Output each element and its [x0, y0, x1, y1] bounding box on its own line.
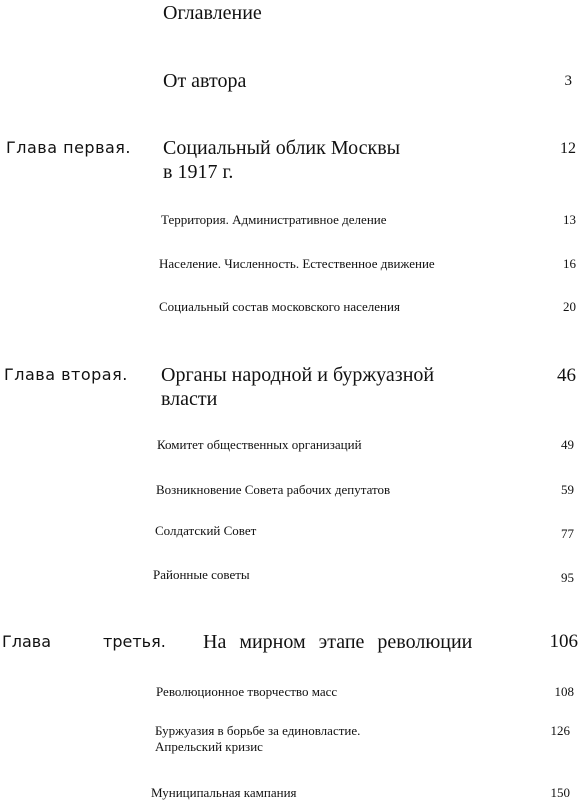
foreword-title: От автора — [163, 70, 247, 92]
section-3-3-title: Муниципальная кампания — [151, 785, 297, 800]
section-3-2-page: 126 — [550, 723, 570, 738]
section-1-3-page: 20 — [563, 299, 576, 314]
section-2-1-title: Комитет общественных организаций — [157, 437, 362, 452]
section-2-4-title: Районные советы — [153, 567, 250, 582]
section-3-1-page: 108 — [554, 684, 574, 699]
section-1-1-page: 13 — [563, 212, 576, 227]
section-2-2-page: 59 — [561, 482, 574, 497]
section-2-4-page: 95 — [561, 570, 574, 585]
section-3-2-title-line1: Буржуазия в борьбе за единовластие. — [155, 723, 361, 738]
section-1-2-page: 16 — [563, 256, 576, 271]
chapter-3-page: 106 — [549, 631, 578, 652]
foreword-page: 3 — [564, 73, 572, 89]
chapter-2-title-line2: власти — [161, 388, 218, 410]
chapter-2-label: Глава вторая. — [4, 365, 128, 384]
chapter-1-title-line1: Социальный облик Москвы — [163, 137, 401, 159]
chapter-1-page: 12 — [560, 140, 576, 157]
section-1-3-title: Социальный состав московского населения — [159, 299, 400, 314]
chapter-3-label-word2: третья. — [103, 632, 166, 651]
section-1-1-title: Территория. Административное деление — [161, 212, 387, 227]
chapter-1-title-line2: в 1917 г. — [163, 161, 234, 183]
section-3-3-page: 150 — [550, 785, 570, 800]
chapter-2-title-line1: Органы народной и буржуазной — [161, 364, 435, 386]
section-2-1-page: 49 — [561, 437, 574, 452]
section-3-1-title: Революционное творчество масс — [156, 684, 338, 699]
section-3-2-title-line2: Апрельский кризис — [155, 739, 263, 754]
section-1-2-title: Население. Численность. Естественное движение — [159, 256, 435, 271]
page-title: Оглавление — [163, 2, 262, 24]
section-2-3-title: Солдатский Совет — [155, 523, 257, 538]
chapter-1-label: Глава первая. — [6, 138, 132, 157]
chapter-3-title: На мирном этапе революции — [203, 631, 473, 653]
section-2-2-title: Возникновение Совета рабочих депутатов — [156, 482, 391, 497]
chapter-3-label-word1: Глава — [2, 632, 52, 651]
chapter-2-page: 46 — [557, 365, 576, 386]
section-2-3-page: 77 — [561, 526, 574, 541]
